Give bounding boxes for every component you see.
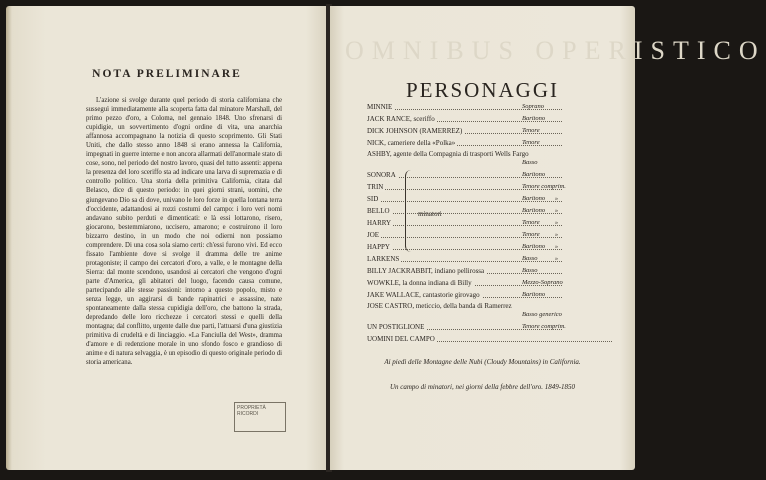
cast-row: TRIN Tenore comprim. xyxy=(367,183,566,191)
cast-row: JAKE WALLACE, cantastorie girovago Baritono xyxy=(367,290,612,300)
cast-row: WOWKLE, la donna indiana di Billy Mezzo-Soprano xyxy=(367,279,563,287)
cast-row: UOMINI DEL CAMPO xyxy=(367,334,612,344)
cast-row: BILLY JACKRABBIT, indiano pellirossa Basso xyxy=(367,266,612,276)
cast-row: HARRY Tenore » xyxy=(367,218,612,228)
setting-place: Ai piedi delle Montagne delle Nubi (Cloudy Mountains) in California. xyxy=(384,358,581,366)
show-through-text: OMNIBUS OPERISTICO xyxy=(345,36,766,65)
cast-row: BELLO Baritono » xyxy=(367,206,612,216)
setting-time: Un campo di minatori, nei giorni della febbre dell'oro. 1849-1850 xyxy=(389,383,576,391)
library-stamp: PROPRIETÀ RICORDI xyxy=(234,402,286,432)
cast-row: JOE Tenore » xyxy=(367,230,612,240)
nota-preliminare-body: L'azione si svolge durante quel periodo di storia californiana che susseguì immediatamente alla scoperta fatta dal minatore Marshall, del primo pezzo d'oro, a Coloma, nel gennaio 1848. Uno sfrenarsi di cupidigie, un sovvertimento d'ogni ordine di vita, una anarchia affannosa accompagnano la notizia di questo scoprimento. Gli Stati Uniti, che dallo stesso anno 1848 si erano annessa la California, impegnati in guerre interne e non ancora allarmati dell'anormale stato di cose, sono, nel periodo del nostro lavoro, quasi del tutto assenti: appena la presenza del loro sceriffo sta ad indicare una larva di supremazia e di controllo politico. Una storia della primitiva California, citata dal Belasco, dice di questo periodo: in quei giorni strani, uomini, che giungevano Dio sa di dove, univano le loro forze in quella lontana terra d'occidente, adattandosi ai rozzi costumi del campo: i loro veri nomi andavano subito perduti e dimenticati: e là essi lottarono, risero, giocarono, bestemmiarono, uccisero, amarono; e costruirono il loro bizzarro destino, in un modo che noi odierni non possiamo comprendere. Di una cosa sola siamo certi: ch'essi furono vivi. Ed ecco fissato l'ambiente dove si svolge il dramma delle tre anime protagoniste; il campo dei cercatori d'oro, a valle, e le montagne della Sierra: dal monte scendono, usandosi ai cercatori che vengono d'ogni parte d'America, gli abitatori del luogo, facendo causa comune, partecipando alle stesse passioni: intorno a questo popolo, misto e senza legge, un aggirarsi di bande rapinatrici e assassine, nate spontaneamente dalla stessa cupidigia dell'oro, che battono la strada, depredando delle loro ricchezze i cercatori stessi e quelli della montagna; dal conflitto, urgente dalle due parti, l'attuarsi d'una giustizia primitiva di crudeltà e di linciaggio. «La Fanciulla del West», dramma d'amore e di redenzione morale in uno sfondo fosco e grandioso di anime e di natura selvaggia, è un episodio di questo originale periodo di storia americana. xyxy=(86,97,282,367)
cast-row: LARKENS Basso » xyxy=(367,254,612,264)
right-page xyxy=(330,6,766,470)
minatori-label: minatori xyxy=(418,210,442,218)
cast-row: SONORA Baritono xyxy=(367,170,612,180)
cast-row: SID Baritono » xyxy=(367,194,612,204)
cast-row: ASHBY, agente della Compagnia di trasporti Wells Fargo Basso xyxy=(367,150,612,170)
left-page xyxy=(6,6,328,470)
cast-row: UN POSTIGLIONE Tenore comprim. xyxy=(367,323,566,331)
cast-row: JACK RANCE, sceriffo Baritono xyxy=(367,114,612,124)
minatori-brace xyxy=(405,170,412,252)
nota-preliminare-title: NOTA PRELIMINARE xyxy=(92,68,242,80)
cast-row: MINNIE Soprano xyxy=(367,102,612,112)
personaggi-title: PERSONAGGI xyxy=(405,78,559,102)
cast-row: JOSE CASTRO, meticcio, della banda di Ramerrez Basso generico xyxy=(367,302,562,318)
cast-row: DICK JOHNSON (RAMERREZ) Tenore xyxy=(367,126,612,136)
cast-row: NICK, cameriere della «Polka» Tenore xyxy=(367,138,612,148)
cast-row: HAPPY Baritono » xyxy=(367,242,612,252)
